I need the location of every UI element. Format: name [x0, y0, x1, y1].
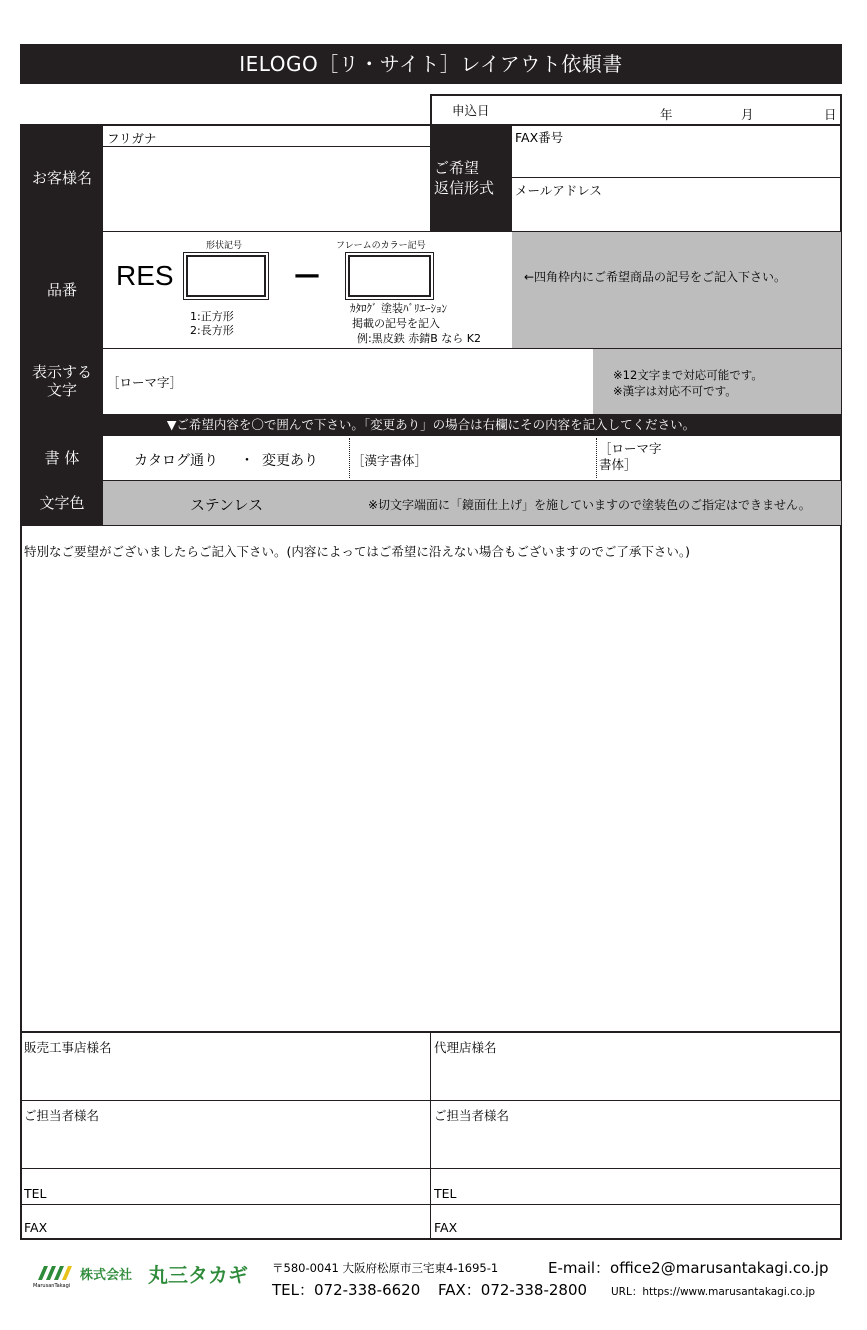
reply-label-cell: [430, 125, 512, 231]
dealer-label: 販売工事店様名: [24, 1040, 112, 1055]
email-label: メールアドレス: [515, 183, 602, 198]
font-option-separator: ・: [240, 453, 254, 469]
shape-code-box[interactable]: [186, 255, 266, 297]
apply-date-row: [430, 94, 842, 124]
color-label-cell: [21, 481, 103, 525]
apply-date-day[interactable]: 日: [824, 107, 837, 122]
fax-left-label[interactable]: FAX: [24, 1220, 48, 1235]
shape-note-square: 1:正方形: [190, 310, 234, 323]
product-instruction-cell: [512, 232, 841, 348]
footer-email[interactable]: E-mail：office2@marusantakagi.co.jp: [548, 1259, 829, 1277]
font-kanji-field[interactable]: ［漢字書体］: [352, 453, 428, 468]
person-right-field[interactable]: [432, 1123, 840, 1167]
tel-right-label[interactable]: TEL: [434, 1186, 457, 1201]
product-dash: —: [294, 260, 320, 290]
agent-field[interactable]: [432, 1055, 840, 1099]
fax-number-label: FAX番号: [515, 130, 564, 145]
color-value: ステンレス: [190, 496, 264, 514]
instruction-banner: ▼ご希望内容を〇で囲んで下さい。「変更あり」の場合は右欄にその内容を記入してください。: [21, 414, 841, 436]
product-label-cell: [21, 232, 103, 348]
reply-label: ご希望 返信形式: [434, 159, 495, 197]
agent-label: 代理店様名: [434, 1040, 497, 1055]
company-logo-icon: [36, 1262, 74, 1282]
frame-note-catalog: ｶﾀﾛｸﾞ 塗装ﾊﾞﾘｴｰｼｮﾝ: [350, 302, 447, 315]
footer-address: 〒580-0041 大阪府松原市三宅東4-1695-1: [272, 1261, 499, 1275]
email-field[interactable]: [513, 198, 841, 230]
tel-left-label[interactable]: TEL: [24, 1186, 47, 1201]
font-label: 書 体: [44, 448, 80, 467]
product-prefix: RES: [116, 260, 174, 291]
page-title: IELOGO［リ・サイト］レイアウト依頼書: [239, 51, 623, 76]
frame-color-box[interactable]: [348, 255, 431, 297]
footer-fax: FAX：072-338-2800: [438, 1281, 588, 1299]
font-roman-field[interactable]: ［ローマ字 書体］: [599, 441, 662, 472]
display-text-label-cell: [21, 349, 103, 414]
font-option-catalog[interactable]: カタログ通り: [134, 453, 218, 469]
shape-caption: 形状記号: [206, 241, 243, 251]
customer-label-cell: [21, 125, 103, 231]
company-logo-small: MarusanTakagi: [33, 1283, 71, 1289]
display-text-roman[interactable]: ［ローマ字］: [107, 375, 183, 390]
display-text-label: 表示する 文字: [31, 363, 92, 399]
frame-note-example: 例:黒皮鉄 赤錆B なら K2: [357, 332, 481, 345]
furigana-label: フリガナ: [107, 131, 157, 146]
shape-note-rect: 2:長方形: [190, 324, 234, 337]
font-label-cell: [21, 436, 103, 480]
dealer-field[interactable]: [22, 1055, 429, 1099]
person-left-label: ご担当者様名: [24, 1108, 100, 1123]
display-text-note-cell: [593, 349, 841, 414]
footer-url[interactable]: URL：https://www.marusantakagi.co.jp: [611, 1286, 816, 1298]
requests-field[interactable]: [22, 562, 840, 1030]
display-text-note-2: ※漢字は対応不可です。: [613, 384, 737, 398]
person-right-label: ご担当者様名: [434, 1108, 510, 1123]
frame-note-enter: 掲載の記号を記入: [352, 317, 440, 330]
display-text-note-1: ※12文字まで対応可能です。: [613, 368, 763, 382]
product-instruction: ←四角枠内にご希望商品の記号をご記入下さい。: [524, 270, 787, 284]
title-bar: [20, 44, 842, 84]
customer-name-field[interactable]: [104, 148, 430, 230]
apply-date-month[interactable]: 月: [741, 107, 754, 122]
fax-number-field[interactable]: [513, 145, 841, 177]
company-name: 丸三タカギ: [148, 1263, 248, 1287]
requests-label: 特別なご要望がございましたらご記入下さい。(内容によってはご希望に沿えない場合もございますのでご了承下さい。): [24, 544, 691, 559]
apply-date-year[interactable]: 年: [660, 107, 673, 122]
color-label: 文字色: [39, 493, 85, 512]
apply-date-label: 申込日: [452, 103, 490, 118]
person-left-field[interactable]: [22, 1123, 429, 1167]
font-option-change[interactable]: 変更あり: [262, 453, 318, 469]
footer-tel: TEL：072-338-6620: [272, 1281, 421, 1299]
company-prefix: 株式会社: [80, 1268, 133, 1283]
frame-caption: フレームのカラー記号: [336, 241, 426, 251]
fax-right-label[interactable]: FAX: [434, 1220, 458, 1235]
product-label: 品番: [46, 280, 77, 299]
customer-label: お客様名: [31, 168, 92, 187]
color-note: ※切文字端面に「鏡面仕上げ」を施していますので塗装色のご指定はできません。: [368, 498, 811, 512]
